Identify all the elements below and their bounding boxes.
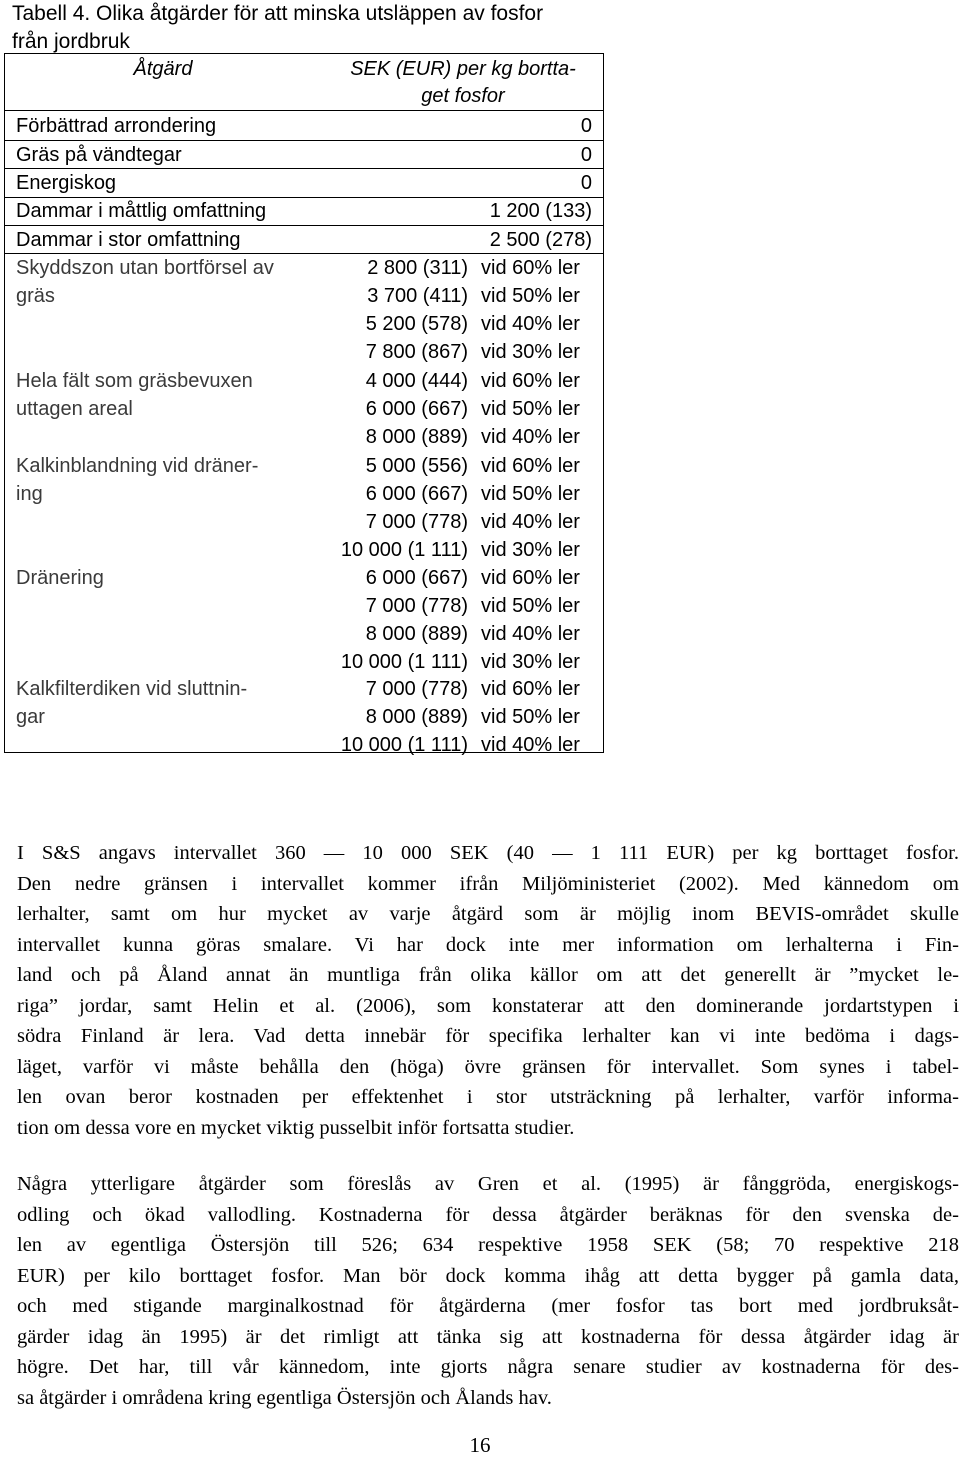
- cost-amount: 7 000 (778): [365, 595, 468, 617]
- cost-amount: 6 000 (667): [365, 483, 468, 505]
- paragraph-line: I S&S angavs intervallet 360 — 10 000 SEK (40 — 1 111 EUR) per kg borttaget fosfor.: [17, 842, 959, 864]
- caption-line: från jordbruk: [12, 30, 130, 53]
- table-header: [5, 54, 603, 111]
- cost-amount: 10 000 (1 111): [340, 734, 468, 756]
- cost-condition: vid 40% ler: [481, 313, 580, 335]
- cost-line: [5, 423, 603, 451]
- header-measure: Åtgärd: [133, 58, 193, 80]
- page-number: 16: [469, 1433, 491, 1457]
- paragraph-line: och med stigande marginalkostnad för åtgärderna (mer fosfor tas bort med jordbruksåt-: [17, 1295, 959, 1317]
- row-label: Dammar i måttlig omfattning: [16, 200, 267, 222]
- cost-amount: 8 000 (889): [365, 706, 468, 728]
- caption-line: Tabell 4. Olika åtgärder för att minska utsläppen av fosfor: [12, 2, 544, 25]
- cost-amount: 10 000 (1 111): [340, 651, 468, 673]
- cost-line: [5, 675, 603, 703]
- header-cost-line: get fosfor: [421, 85, 505, 107]
- row-label: Förbättrad arrondering: [16, 115, 217, 137]
- cost-condition: vid 30% ler: [481, 651, 580, 673]
- row-value: 0: [580, 144, 592, 166]
- paragraph-line: len ovan beror kostnaden per effektenhet i stor utsträckning på lerhalter, varför informa-: [17, 1086, 959, 1108]
- row-label-line: Kalkinblandning vid dräner-: [16, 455, 259, 477]
- row-value: 1 200 (133): [489, 200, 592, 222]
- cost-condition: vid 50% ler: [481, 398, 580, 420]
- cost-amount: 7 000 (778): [365, 678, 468, 700]
- table-row: [5, 226, 603, 254]
- cost-amount: 6 000 (667): [365, 567, 468, 589]
- row-label-line: uttagen areal: [16, 398, 133, 420]
- cost-condition: vid 60% ler: [481, 257, 580, 279]
- cost-line: [5, 508, 603, 536]
- row-label-line: gräs: [16, 285, 55, 307]
- row-label-line: Skyddszon utan bortförsel av: [16, 257, 274, 279]
- cost-line: [5, 452, 603, 480]
- cost-condition: vid 40% ler: [481, 426, 580, 448]
- cost-amount: 7 000 (778): [365, 511, 468, 533]
- paragraph-line: högre. Det har, till vår kännedom, inte gjorts några senare studier av kostnaderna för des-: [17, 1356, 959, 1378]
- header-cost-line: SEK (EUR) per kg bortta-: [350, 58, 576, 80]
- table-caption: [12, 0, 612, 56]
- cost-line: [5, 620, 603, 648]
- row-label: Dammar i stor omfattning: [16, 229, 241, 251]
- cost-line: [5, 254, 603, 282]
- cost-condition: vid 30% ler: [481, 539, 580, 561]
- measures-table: [4, 53, 604, 756]
- cost-amount: 6 000 (667): [365, 398, 468, 420]
- row-value: 2 500 (278): [489, 229, 592, 251]
- row-label-line: ing: [16, 483, 43, 505]
- body-paragraph: [17, 838, 959, 1143]
- cost-amount: 2 800 (311): [367, 257, 468, 279]
- cost-line: [5, 338, 603, 366]
- paragraph-line: sa åtgärder i områdena kring egentliga Östersjön och Ålands hav.: [17, 1386, 552, 1409]
- header-cost: [321, 56, 605, 110]
- paragraph-line: gärder idag än 1995) är det rimligt att tänka sig att kostnaderna för dessa åtgärder idag är: [17, 1325, 959, 1348]
- cost-condition: vid 40% ler: [481, 734, 580, 756]
- cost-line: [5, 731, 603, 759]
- row-label-line: Kalkfilterdiken vid sluttnin-: [16, 678, 248, 700]
- cost-condition: vid 40% ler: [481, 623, 580, 645]
- cost-amount: 10 000 (1 111): [340, 539, 468, 561]
- row-label: Gräs på vändtegar: [16, 144, 182, 166]
- paragraph-line: tion om dessa vore en mycket viktig pusselbit inför fortsatta studier.: [17, 1116, 575, 1139]
- paragraph-line: läget, varför vi måste behålla den (höga) övre gränsen för intervallet. Som synes i tabel-: [17, 1055, 959, 1078]
- paragraph-line: Den nedre gränsen i intervallet kommer ifrån Miljöministeriet (2002). Med kännedom om: [17, 872, 959, 895]
- row-value: 0: [580, 172, 592, 194]
- body-paragraph: [17, 1169, 959, 1413]
- cost-condition: vid 50% ler: [481, 483, 580, 505]
- paragraph-line: Några ytterligare åtgärder som föreslås av Gren et al. (1995) är fånggröda, energiskogs-: [17, 1173, 959, 1195]
- paragraph-line: lerhalter, samt om hur mycket av varje åtgärd som är möjlig inom BEVIS-området skulle: [17, 903, 959, 925]
- row-label-line: Dränering: [16, 567, 104, 589]
- paragraph-line: len av egentliga Östersjön till 526; 634 respektive 1958 SEK (58; 70 respektive 218: [17, 1234, 959, 1256]
- cost-condition: vid 60% ler: [481, 455, 580, 477]
- cost-condition: vid 30% ler: [481, 341, 580, 363]
- cost-line: [5, 592, 603, 620]
- row-label: Energiskog: [16, 172, 117, 194]
- paragraph-line: EUR) per kilo borttaget fosfor. Man bör dock komma ihåg att detta bygger på gamla data,: [17, 1264, 959, 1287]
- cost-amount: 5 000 (556): [365, 455, 468, 477]
- table-row: [5, 169, 603, 197]
- paragraph-line: intervallet kunna göras smalare. Vi har dock inte mer information om lerhalterna i Fin-: [17, 933, 959, 956]
- cost-condition: vid 60% ler: [481, 678, 580, 700]
- cost-condition: vid 50% ler: [481, 285, 580, 307]
- cost-amount: 8 000 (889): [365, 426, 468, 448]
- cost-amount: 3 700 (411): [367, 285, 468, 307]
- cost-condition: vid 40% ler: [481, 511, 580, 533]
- cost-line: [5, 310, 603, 338]
- paragraph-line: riga” jordar, samt Helin et al. (2006), som konstaterar att den dominerande jordartstypen i: [17, 994, 959, 1017]
- cost-amount: 8 000 (889): [365, 623, 468, 645]
- cost-condition: vid 60% ler: [481, 567, 580, 589]
- cost-line: [5, 367, 603, 395]
- cost-line: [5, 536, 603, 564]
- table-row: [5, 197, 603, 225]
- cost-line: [5, 703, 603, 731]
- cost-line: [5, 282, 603, 310]
- row-value: 0: [580, 115, 592, 137]
- cost-condition: vid 60% ler: [481, 370, 580, 392]
- header-divider: [5, 110, 603, 111]
- paragraph-line: södra Finland är lera. Vad detta innebär för specifika lerhalter kan vi inte bedöma i dags-: [17, 1025, 959, 1047]
- cost-line: [5, 564, 603, 592]
- cost-condition: vid 50% ler: [481, 595, 580, 617]
- cost-line: [5, 648, 603, 676]
- row-label-line: Hela fält som gräsbevuxen: [16, 370, 253, 392]
- cost-amount: 5 200 (578): [365, 313, 468, 335]
- row-label-line: gar: [16, 706, 45, 728]
- paragraph-line: odling och ökad vallodling. Kostnaderna för dessa åtgärder beräknas för den svenska de-: [17, 1203, 959, 1226]
- cost-line: [5, 480, 603, 508]
- cost-condition: vid 50% ler: [481, 706, 580, 728]
- table-row: [5, 141, 603, 169]
- table-row: [5, 112, 603, 140]
- cost-amount: 7 800 (867): [365, 341, 468, 363]
- paragraph-line: land och på Åland annat än muntliga från olika källor om att det generellt är ”mycket le-: [17, 964, 959, 986]
- cost-line: [5, 395, 603, 423]
- cost-amount: 4 000 (444): [365, 370, 468, 392]
